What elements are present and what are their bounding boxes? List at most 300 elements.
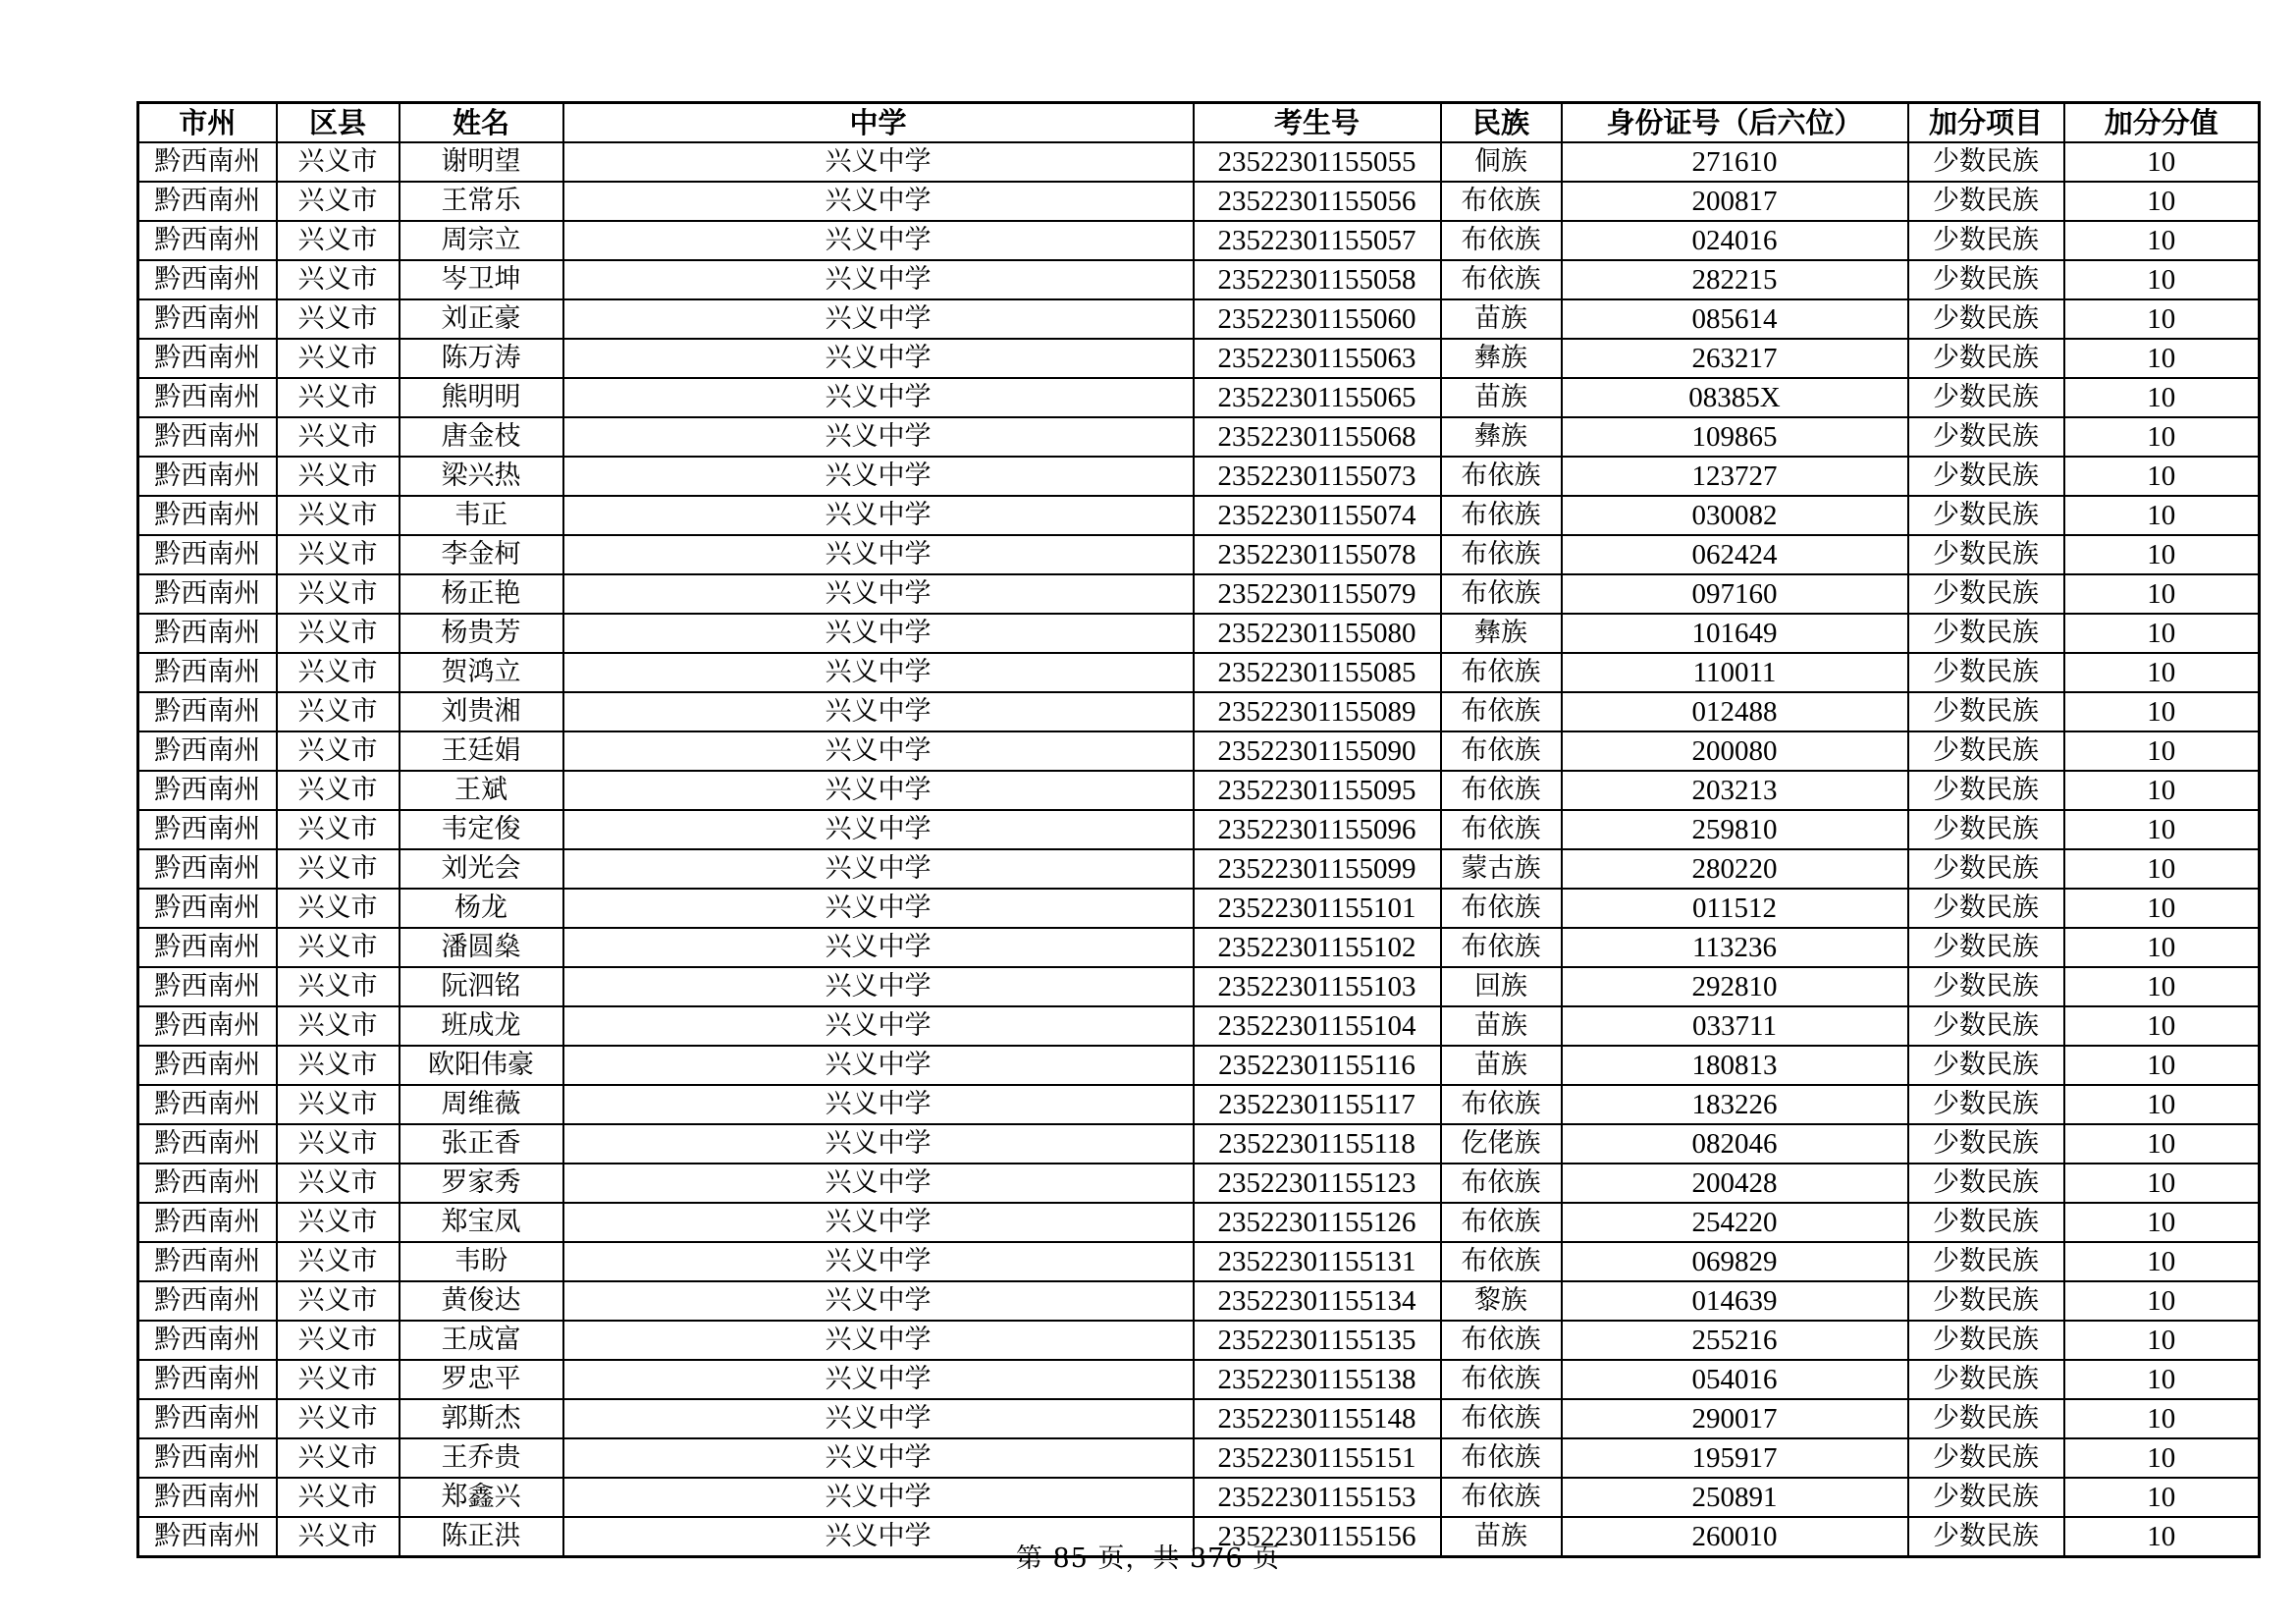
table-row [138,849,2260,889]
cell-city: 黔西南州 [138,1124,277,1164]
cell-id-last-six: 123727 [1562,457,1908,496]
cell-id-last-six: 200428 [1562,1164,1908,1203]
cell-bonus-value: 10 [2064,299,2260,339]
cell-name: 岑卫坤 [400,260,563,299]
cell-bonus-item: 少数民族 [1908,653,2064,692]
cell-bonus-value: 10 [2064,1399,2260,1438]
cell-bonus-item: 少数民族 [1908,1046,2064,1085]
cell-school: 兴义中学 [563,653,1194,692]
cell-city: 黔西南州 [138,1281,277,1321]
cell-county: 兴义市 [277,1438,400,1478]
cell-city: 黔西南州 [138,535,277,574]
cell-bonus-value: 10 [2064,1124,2260,1164]
cell-id-last-six: 030082 [1562,496,1908,535]
table-row [138,928,2260,967]
cell-name: 唐金枝 [400,417,563,457]
cell-city: 黔西南州 [138,889,277,928]
cell-county: 兴义市 [277,928,400,967]
cell-name: 贺鸿立 [400,653,563,692]
cell-school: 兴义中学 [563,1517,1194,1557]
cell-school: 兴义中学 [563,692,1194,731]
header-city: 市州 [138,103,277,143]
cell-bonus-item: 少数民族 [1908,457,2064,496]
cell-id-last-six: 113236 [1562,928,1908,967]
cell-city: 黔西南州 [138,339,277,378]
cell-bonus-value: 10 [2064,221,2260,260]
table-row [138,731,2260,771]
cell-city: 黔西南州 [138,299,277,339]
cell-bonus-item: 少数民族 [1908,849,2064,889]
cell-ethnicity: 彝族 [1441,417,1562,457]
cell-bonus-value: 10 [2064,535,2260,574]
cell-school: 兴义中学 [563,299,1194,339]
cell-city: 黔西南州 [138,496,277,535]
table-header-row [138,103,2260,143]
cell-ethnicity: 彝族 [1441,614,1562,653]
cell-bonus-value: 10 [2064,1046,2260,1085]
cell-bonus-item: 少数民族 [1908,889,2064,928]
cell-county: 兴义市 [277,1164,400,1203]
cell-school: 兴义中学 [563,810,1194,849]
table-row [138,692,2260,731]
cell-city: 黔西南州 [138,457,277,496]
cell-school: 兴义中学 [563,731,1194,771]
cell-county: 兴义市 [277,1046,400,1085]
header-school: 中学 [563,103,1194,143]
cell-ethnicity: 布依族 [1441,810,1562,849]
cell-candidate-number: 23522301155079 [1194,574,1441,614]
cell-city: 黔西南州 [138,928,277,967]
cell-bonus-value: 10 [2064,1478,2260,1517]
table-row [138,260,2260,299]
table-row [138,1046,2260,1085]
cell-school: 兴义中学 [563,1321,1194,1360]
cell-bonus-value: 10 [2064,1164,2260,1203]
cell-candidate-number: 23522301155156 [1194,1517,1441,1557]
cell-candidate-number: 23522301155101 [1194,889,1441,928]
table-row [138,142,2260,182]
cell-name: 张正香 [400,1124,563,1164]
cell-city: 黔西南州 [138,1046,277,1085]
cell-county: 兴义市 [277,1399,400,1438]
cell-bonus-item: 少数民族 [1908,496,2064,535]
cell-name: 陈正洪 [400,1517,563,1557]
cell-city: 黔西南州 [138,1242,277,1281]
cell-ethnicity: 布依族 [1441,457,1562,496]
cell-bonus-value: 10 [2064,182,2260,221]
cell-bonus-item: 少数民族 [1908,1164,2064,1203]
cell-city: 黔西南州 [138,260,277,299]
cell-bonus-item: 少数民族 [1908,182,2064,221]
cell-bonus-item: 少数民族 [1908,771,2064,810]
cell-ethnicity: 布依族 [1441,1242,1562,1281]
table-row [138,810,2260,849]
header-bonus-item: 加分项目 [1908,103,2064,143]
cell-bonus-value: 10 [2064,378,2260,417]
cell-name: 王成富 [400,1321,563,1360]
cell-ethnicity: 布依族 [1441,1478,1562,1517]
cell-county: 兴义市 [277,1478,400,1517]
cell-county: 兴义市 [277,614,400,653]
cell-school: 兴义中学 [563,1242,1194,1281]
cell-county: 兴义市 [277,1006,400,1046]
cell-city: 黔西南州 [138,1164,277,1203]
cell-ethnicity: 苗族 [1441,378,1562,417]
cell-bonus-value: 10 [2064,339,2260,378]
cell-city: 黔西南州 [138,731,277,771]
cell-school: 兴义中学 [563,1281,1194,1321]
table-row [138,771,2260,810]
cell-county: 兴义市 [277,692,400,731]
cell-city: 黔西南州 [138,967,277,1006]
cell-candidate-number: 23522301155117 [1194,1085,1441,1124]
cell-school: 兴义中学 [563,221,1194,260]
table-row [138,299,2260,339]
cell-candidate-number: 23522301155063 [1194,339,1441,378]
cell-candidate-number: 23522301155118 [1194,1124,1441,1164]
cell-id-last-six: 180813 [1562,1046,1908,1085]
cell-city: 黔西南州 [138,1517,277,1557]
cell-candidate-number: 23522301155068 [1194,417,1441,457]
table-row [138,457,2260,496]
header-ethnicity: 民族 [1441,103,1562,143]
cell-name: 郭斯杰 [400,1399,563,1438]
cell-school: 兴义中学 [563,889,1194,928]
cell-id-last-six: 097160 [1562,574,1908,614]
cell-bonus-value: 10 [2064,1203,2260,1242]
cell-county: 兴义市 [277,1085,400,1124]
table-row [138,574,2260,614]
cell-bonus-item: 少数民族 [1908,967,2064,1006]
cell-name: 王廷娟 [400,731,563,771]
header-bonus-value: 加分分值 [2064,103,2260,143]
cell-id-last-six: 282215 [1562,260,1908,299]
cell-ethnicity: 布依族 [1441,1203,1562,1242]
cell-ethnicity: 布依族 [1441,1438,1562,1478]
cell-bonus-item: 少数民族 [1908,1006,2064,1046]
cell-bonus-value: 10 [2064,731,2260,771]
cell-bonus-item: 少数民族 [1908,1085,2064,1124]
cell-id-last-six: 271610 [1562,142,1908,182]
cell-bonus-item: 少数民族 [1908,221,2064,260]
cell-city: 黔西南州 [138,574,277,614]
cell-candidate-number: 23522301155085 [1194,653,1441,692]
cell-id-last-six: 085614 [1562,299,1908,339]
cell-county: 兴义市 [277,378,400,417]
cell-school: 兴义中学 [563,849,1194,889]
cell-ethnicity: 布依族 [1441,1164,1562,1203]
cell-candidate-number: 23522301155126 [1194,1203,1441,1242]
cell-county: 兴义市 [277,967,400,1006]
cell-school: 兴义中学 [563,1164,1194,1203]
cell-candidate-number: 23522301155104 [1194,1006,1441,1046]
cell-candidate-number: 23522301155073 [1194,457,1441,496]
cell-school: 兴义中学 [563,967,1194,1006]
cell-county: 兴义市 [277,1321,400,1360]
cell-name: 郑鑫兴 [400,1478,563,1517]
cell-county: 兴义市 [277,889,400,928]
cell-county: 兴义市 [277,849,400,889]
cell-school: 兴义中学 [563,142,1194,182]
cell-school: 兴义中学 [563,614,1194,653]
cell-city: 黔西南州 [138,614,277,653]
cell-county: 兴义市 [277,221,400,260]
cell-county: 兴义市 [277,339,400,378]
cell-id-last-six: 195917 [1562,1438,1908,1478]
header-county: 区县 [277,103,400,143]
cell-name: 韦正 [400,496,563,535]
cell-bonus-value: 10 [2064,1242,2260,1281]
cell-city: 黔西南州 [138,692,277,731]
cell-ethnicity: 回族 [1441,967,1562,1006]
cell-bonus-item: 少数民族 [1908,1517,2064,1557]
cell-ethnicity: 布依族 [1441,653,1562,692]
cell-bonus-value: 10 [2064,496,2260,535]
cell-county: 兴义市 [277,731,400,771]
cell-school: 兴义中学 [563,378,1194,417]
cell-name: 王常乐 [400,182,563,221]
table-row [138,889,2260,928]
table-row [138,221,2260,260]
cell-id-last-six: 054016 [1562,1360,1908,1399]
cell-county: 兴义市 [277,299,400,339]
cell-bonus-value: 10 [2064,574,2260,614]
cell-county: 兴义市 [277,417,400,457]
cell-bonus-item: 少数民族 [1908,339,2064,378]
cell-candidate-number: 23522301155055 [1194,142,1441,182]
cell-county: 兴义市 [277,457,400,496]
cell-name: 谢明望 [400,142,563,182]
cell-name: 郑宝凤 [400,1203,563,1242]
table-row [138,967,2260,1006]
table-row [138,1478,2260,1517]
cell-city: 黔西南州 [138,849,277,889]
cell-id-last-six: 082046 [1562,1124,1908,1164]
cell-ethnicity: 彝族 [1441,339,1562,378]
cell-bonus-item: 少数民族 [1908,417,2064,457]
cell-id-last-six: 292810 [1562,967,1908,1006]
cell-bonus-item: 少数民族 [1908,1321,2064,1360]
cell-city: 黔西南州 [138,417,277,457]
cell-candidate-number: 23522301155096 [1194,810,1441,849]
cell-bonus-value: 10 [2064,771,2260,810]
cell-county: 兴义市 [277,1360,400,1399]
cell-school: 兴义中学 [563,1478,1194,1517]
cell-candidate-number: 23522301155058 [1194,260,1441,299]
table-row [138,1085,2260,1124]
cell-ethnicity: 苗族 [1441,1006,1562,1046]
cell-bonus-value: 10 [2064,614,2260,653]
cell-school: 兴义中学 [563,260,1194,299]
cell-id-last-six: 200080 [1562,731,1908,771]
cell-name: 梁兴热 [400,457,563,496]
table-row [138,1360,2260,1399]
cell-bonus-value: 10 [2064,1321,2260,1360]
table-row [138,417,2260,457]
cell-ethnicity: 布依族 [1441,1085,1562,1124]
cell-city: 黔西南州 [138,1438,277,1478]
table-row [138,1438,2260,1478]
cell-ethnicity: 布依族 [1441,221,1562,260]
cell-name: 欧阳伟豪 [400,1046,563,1085]
cell-school: 兴义中学 [563,1046,1194,1085]
table-row [138,1242,2260,1281]
cell-bonus-item: 少数民族 [1908,1478,2064,1517]
cell-ethnicity: 布依族 [1441,1321,1562,1360]
cell-school: 兴义中学 [563,771,1194,810]
cell-school: 兴义中学 [563,1124,1194,1164]
cell-city: 黔西南州 [138,1006,277,1046]
cell-candidate-number: 23522301155065 [1194,378,1441,417]
cell-id-last-six: 259810 [1562,810,1908,849]
cell-name: 熊明明 [400,378,563,417]
table-row [138,496,2260,535]
cell-county: 兴义市 [277,535,400,574]
cell-bonus-item: 少数民族 [1908,260,2064,299]
cell-candidate-number: 23522301155056 [1194,182,1441,221]
cell-city: 黔西南州 [138,1360,277,1399]
cell-name: 班成龙 [400,1006,563,1046]
cell-ethnicity: 布依族 [1441,1360,1562,1399]
cell-city: 黔西南州 [138,771,277,810]
cell-school: 兴义中学 [563,182,1194,221]
cell-bonus-value: 10 [2064,810,2260,849]
cell-name: 杨贵芳 [400,614,563,653]
table-row [138,653,2260,692]
cell-bonus-item: 少数民族 [1908,1124,2064,1164]
cell-county: 兴义市 [277,496,400,535]
cell-id-last-six: 011512 [1562,889,1908,928]
cell-ethnicity: 布依族 [1441,889,1562,928]
table-row [138,339,2260,378]
cell-candidate-number: 23522301155116 [1194,1046,1441,1085]
table-row [138,1006,2260,1046]
cell-name: 周维薇 [400,1085,563,1124]
cell-id-last-six: 109865 [1562,417,1908,457]
cell-name: 韦盼 [400,1242,563,1281]
cell-bonus-item: 少数民族 [1908,574,2064,614]
cell-school: 兴义中学 [563,1399,1194,1438]
cell-bonus-value: 10 [2064,142,2260,182]
cell-candidate-number: 23522301155153 [1194,1478,1441,1517]
cell-city: 黔西南州 [138,1478,277,1517]
cell-bonus-item: 少数民族 [1908,1438,2064,1478]
cell-bonus-value: 10 [2064,417,2260,457]
table-row [138,378,2260,417]
cell-bonus-value: 10 [2064,457,2260,496]
cell-bonus-value: 10 [2064,1085,2260,1124]
cell-school: 兴义中学 [563,496,1194,535]
cell-ethnicity: 苗族 [1441,1046,1562,1085]
page-number: 第 85 页，共 376 页 [1015,1543,1281,1574]
cell-candidate-number: 23522301155089 [1194,692,1441,731]
cell-bonus-value: 10 [2064,1517,2260,1557]
cell-county: 兴义市 [277,1124,400,1164]
cell-candidate-number: 23522301155060 [1194,299,1441,339]
cell-candidate-number: 23522301155102 [1194,928,1441,967]
cell-bonus-value: 10 [2064,928,2260,967]
cell-id-last-six: 069829 [1562,1242,1908,1281]
cell-city: 黔西南州 [138,221,277,260]
cell-candidate-number: 23522301155074 [1194,496,1441,535]
cell-candidate-number: 23522301155151 [1194,1438,1441,1478]
cell-bonus-value: 10 [2064,1281,2260,1321]
cell-id-last-six: 014639 [1562,1281,1908,1321]
cell-candidate-number: 23522301155090 [1194,731,1441,771]
cell-bonus-value: 10 [2064,653,2260,692]
cell-candidate-number: 23522301155080 [1194,614,1441,653]
cell-name: 潘圆燊 [400,928,563,967]
cell-county: 兴义市 [277,1203,400,1242]
cell-candidate-number: 23522301155134 [1194,1281,1441,1321]
cell-ethnicity: 仡佬族 [1441,1124,1562,1164]
cell-name: 罗忠平 [400,1360,563,1399]
cell-name: 黄俊达 [400,1281,563,1321]
table-row [138,182,2260,221]
cell-id-last-six: 280220 [1562,849,1908,889]
cell-name: 刘贵湘 [400,692,563,731]
cell-id-last-six: 101649 [1562,614,1908,653]
cell-candidate-number: 23522301155138 [1194,1360,1441,1399]
cell-ethnicity: 布依族 [1441,535,1562,574]
cell-county: 兴义市 [277,653,400,692]
cell-county: 兴义市 [277,1242,400,1281]
cell-school: 兴义中学 [563,1438,1194,1478]
table-row [138,535,2260,574]
cell-city: 黔西南州 [138,1085,277,1124]
cell-bonus-item: 少数民族 [1908,535,2064,574]
header-id-last-six: 身份证号（后六位） [1562,103,1908,143]
table-body [138,142,2260,1557]
cell-school: 兴义中学 [563,535,1194,574]
cell-name: 韦定俊 [400,810,563,849]
cell-school: 兴义中学 [563,574,1194,614]
cell-ethnicity: 布依族 [1441,182,1562,221]
cell-county: 兴义市 [277,771,400,810]
cell-bonus-value: 10 [2064,692,2260,731]
cell-bonus-item: 少数民族 [1908,731,2064,771]
cell-candidate-number: 23522301155103 [1194,967,1441,1006]
cell-bonus-value: 10 [2064,1360,2260,1399]
cell-candidate-number: 23522301155078 [1194,535,1441,574]
cell-bonus-value: 10 [2064,967,2260,1006]
table-row [138,1321,2260,1360]
cell-school: 兴义中学 [563,1085,1194,1124]
cell-id-last-six: 290017 [1562,1399,1908,1438]
cell-city: 黔西南州 [138,653,277,692]
cell-id-last-six: 183226 [1562,1085,1908,1124]
cell-id-last-six: 250891 [1562,1478,1908,1517]
cell-candidate-number: 23522301155131 [1194,1242,1441,1281]
cell-county: 兴义市 [277,810,400,849]
cell-city: 黔西南州 [138,810,277,849]
table-row [138,1399,2260,1438]
cell-id-last-six: 033711 [1562,1006,1908,1046]
cell-city: 黔西南州 [138,1399,277,1438]
cell-name: 王乔贵 [400,1438,563,1478]
cell-candidate-number: 23522301155123 [1194,1164,1441,1203]
cell-city: 黔西南州 [138,1203,277,1242]
cell-ethnicity: 布依族 [1441,1399,1562,1438]
cell-bonus-item: 少数民族 [1908,928,2064,967]
cell-school: 兴义中学 [563,457,1194,496]
cell-school: 兴义中学 [563,417,1194,457]
cell-school: 兴义中学 [563,928,1194,967]
cell-candidate-number: 23522301155099 [1194,849,1441,889]
cell-candidate-number: 23522301155148 [1194,1399,1441,1438]
cell-county: 兴义市 [277,142,400,182]
cell-county: 兴义市 [277,1517,400,1557]
